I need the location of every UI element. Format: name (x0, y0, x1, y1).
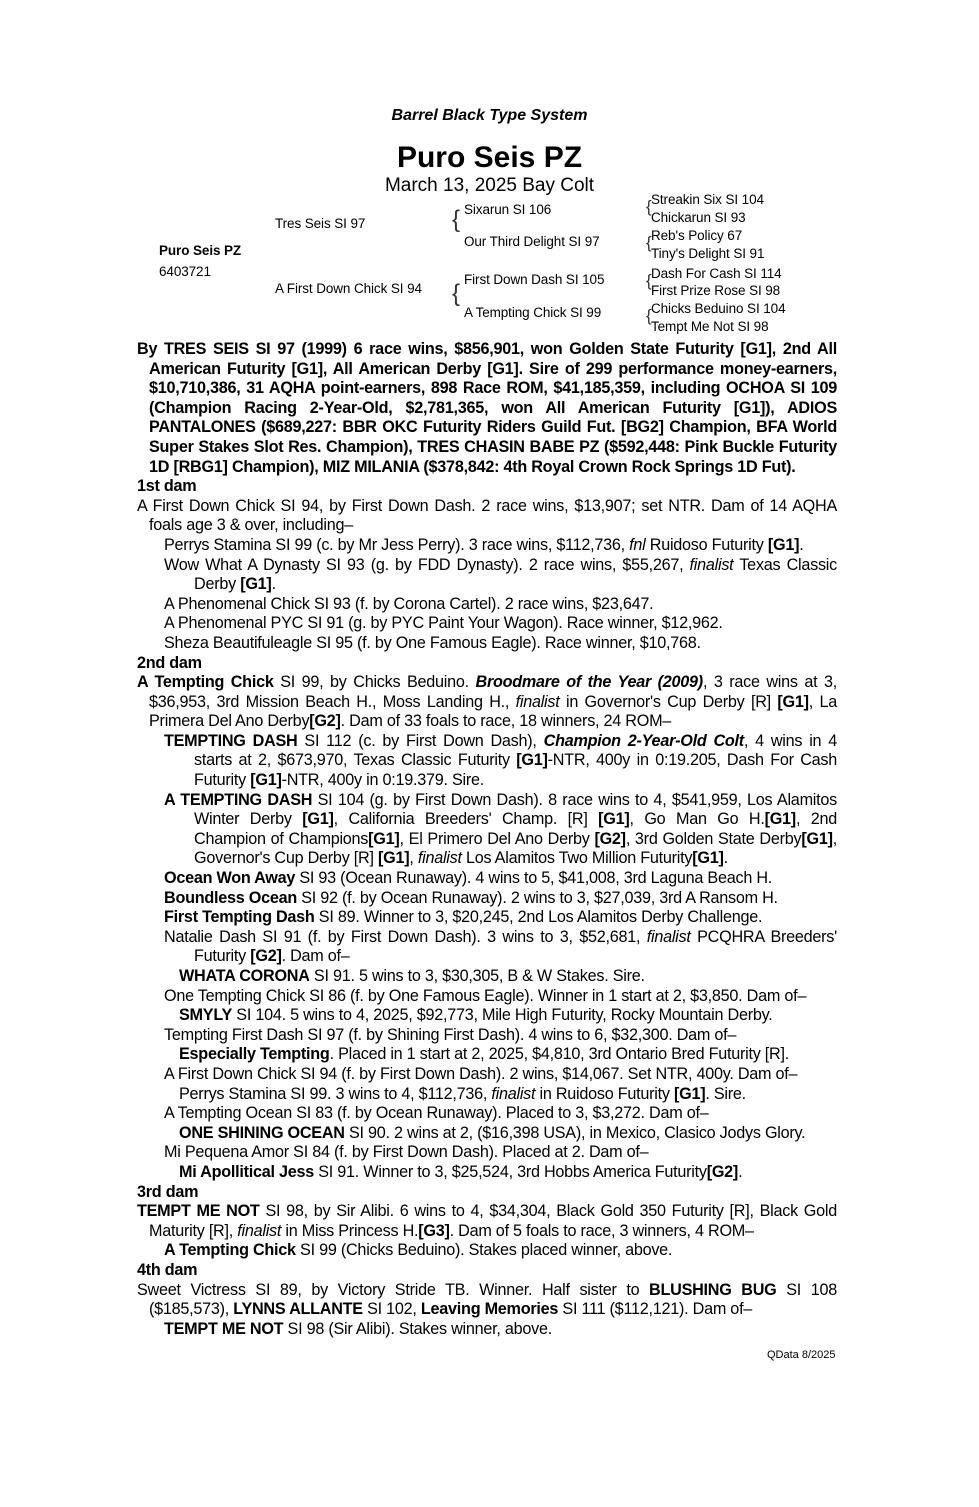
pedigree-dam-dam: A Tempting Chick SI 99 (464, 305, 602, 320)
horse-name-title: Puro Seis PZ (396, 141, 583, 174)
pedigree-gen4: Chickarun SI 93 (651, 210, 746, 225)
produce-entry: A Phenomenal PYC SI 91 (g. by PYC Paint Your Wagon). Race winner, $12,962. (164, 614, 723, 633)
second-dam-heading: 2nd dam (137, 653, 202, 672)
sire-summary: By TRES SEIS SI 97 (1999) 6 race wins, $856,901, won Golden State Futurity [G1], 2nd All American Futurity [G1], All American Derby [G1]. Sire of 299 performance money-earners, $10,710,386, 31 AQHA point-earners, 898 Race ROM, $41,185,359, including OCHOA SI 109 (Champion Racing 2-Year-Old, $2,781,365, won All American Futurity [G1]), ADIOS PANTALONES ($689,227: BBR OKC Futurity Riders Guild Fut. [BG2] Champion, BFA World Super Stakes Slot Res. Champion), TRES CHASIN BABE PZ ($592,448: Pink Buckle Futurity 1D [RBG1] Champion), MIZ MILANIA ($378,842: 4th Royal Crown Rock Springs 1D Fut). (137, 340, 837, 476)
fourth-dam-heading: 4th dam (137, 1260, 198, 1279)
dam-entry: TEMPT ME NOT SI 98, by Sir Alibi. 6 wins to 4, $34,304, Black Gold 350 Futurity [R], Black Gold Maturity [R], finalist in Miss Princess H.[G3]. Dam of 5 foals to race, 3 winners, 4 ROM– (137, 1202, 837, 1240)
dam-entry: A First Down Chick SI 94, by First Down Dash. 2 race wins, $13,907; set NTR. Dam of 14 AQHA foals age 3 & over, including– (137, 496, 837, 535)
birth-info: March 13, 2025 Bay Colt (384, 175, 595, 196)
pedigree-gen4: Reb's Policy 67 (651, 228, 743, 243)
pedigree-sire: Tres Seis SI 97 (275, 216, 366, 231)
pedigree-gen4: Chicks Beduino SI 104 (651, 301, 786, 316)
pedigree-gen4: Tempt Me Not SI 98 (651, 319, 769, 334)
pedigree-brace: { (452, 206, 461, 233)
registration-number: 6403721 (159, 264, 211, 279)
produce-entry: Sheza Beautifuleagle SI 95 (f. by One Famous Eagle). Race winner, $10,768. (164, 633, 701, 652)
pedigree-gen4: Streakin Six SI 104 (651, 192, 764, 207)
system-title: Barrel Black Type System (391, 107, 588, 124)
produce-entry: A Phenomenal Chick SI 93 (f. by Corona Cartel). 2 race wins, $23,647. (164, 594, 654, 613)
produce-entry: One Tempting Chick SI 86 (f. by One Famous Eagle). Winner in 1 start at 2, $3,850. Dam of– (164, 986, 807, 1005)
grandproduce-entry: Mi Apollitical Jess SI 91. Winner to 3, $25,524, 3rd Hobbs America Futurity[G2]. (179, 1162, 743, 1181)
pedigree-sire-sire: Sixarun SI 106 (464, 202, 552, 217)
dam-entry: A Tempting Chick SI 99, by Chicks Beduino. Broodmare of the Year (2009), 3 race wins at 3, $36,953, 3rd Mission Beach H., Moss Landing H., finalist in Governor's Cup Derby [R] [G1], La Primera Del Ano Derby[G2]. Dam of 33 foals to race, 18 winners, 24 ROM– (137, 673, 838, 731)
pedigree-brace: { (646, 271, 652, 290)
catalog-page-body (137, 340, 837, 1339)
pedigree-subject: Puro Seis PZ (159, 243, 242, 258)
produce-entry: A TEMPTING DASH SI 104 (g. by First Down Dash). 8 race wins to 4, $541,959, Los Alamitos Winter Derby [G1], California Breeders' Champ. [R] [G1], Go Man Go H.[G1], 2nd Champion of Champions[G1], El Primero Del Ano Derby [G2], 3rd Golden State Derby[G1], Governor's Cup Derby [R] [G1], finalist Los Alamitos Two Million Futurity[G1]. (164, 790, 837, 868)
produce-entry: Perrys Stamina SI 99 (c. by Mr Jess Perry). 3 race wins, $112,736, fnl Ruidoso Futurity [G1]. (164, 535, 804, 554)
produce-entry: Ocean Won Away SI 93 (Ocean Runaway). 4 wins to 5, $41,008, 3rd Laguna Beach H. (164, 869, 773, 888)
produce-entry: TEMPT ME NOT SI 98 (Sir Alibi). Stakes winner, above. (164, 1319, 552, 1338)
third-dam-heading: 3rd dam (137, 1182, 199, 1201)
footer-source: QData 8/2025 (767, 1349, 836, 1361)
first-dam-heading: 1st dam (137, 477, 197, 496)
produce-entry: A Tempting Chick SI 99 (Chicks Beduino). Stakes placed winner, above. (164, 1241, 673, 1260)
pedigree-gen4: First Prize Rose SI 98 (651, 283, 781, 298)
pedigree-gen4: Dash For Cash SI 114 (651, 266, 782, 281)
grandproduce-entry: Perrys Stamina SI 99. 3 wins to 4, $112,736, finalist in Ruidoso Futurity [G1]. Sire. (179, 1084, 746, 1103)
grandproduce-entry: SMYLY SI 104. 5 wins to 4, 2025, $92,773, Mile High Futurity, Rocky Mountain Derby. (179, 1006, 773, 1025)
produce-entry: A First Down Chick SI 94 (f. by First Down Dash). 2 wins, $14,067. Set NTR, 400y. Dam of– (164, 1064, 798, 1083)
produce-entry: Mi Pequena Amor SI 84 (f. by First Down Dash). Placed at 2. Dam of– (164, 1143, 649, 1162)
pedigree-dam-sire: First Down Dash SI 105 (464, 272, 605, 287)
pedigree-sire-dam: Our Third Delight SI 97 (464, 234, 600, 249)
produce-entry: Wow What A Dynasty SI 93 (g. by FDD Dynasty). 2 race wins, $55,267, finalist Texas Classic Derby [G1]. (164, 555, 837, 594)
produce-entry: Tempting First Dash SI 97 (f. by Shining First Dash). 4 wins to 6, $32,300. Dam of– (164, 1025, 737, 1044)
produce-entry: Boundless Ocean SI 92 (f. by Ocean Runaway). 2 wins to 3, $27,039, 3rd A Ransom H. (164, 888, 778, 907)
grandproduce-entry: Especially Tempting. Placed in 1 start at 2, 2025, $4,810, 3rd Ontario Bred Futurity [R]. (179, 1045, 789, 1064)
pedigree-gen4: Tiny's Delight SI 91 (651, 246, 765, 261)
grandproduce-entry: ONE SHINING OCEAN SI 90. 2 wins at 2, ($16,398 USA), in Mexico, Clasico Jodys Glory. (179, 1123, 806, 1142)
produce-entry: Natalie Dash SI 91 (f. by First Down Dash). 3 wins to 3, $52,681, finalist PCQHRA Breeders' Futurity [G2]. Dam of– (164, 927, 837, 966)
pedigree-brace: { (452, 280, 461, 307)
produce-entry: A Tempting Ocean SI 83 (f. by Ocean Runaway). Placed to 3, $3,272. Dam of– (164, 1104, 709, 1123)
pedigree-brace: { (646, 306, 652, 325)
grandproduce-entry: WHATA CORONA SI 91. 5 wins to 3, $30,305, B & W Stakes. Sire. (179, 967, 645, 985)
dam-entry: Sweet Victress SI 89, by Victory Stride TB. Winner. Half sister to BLUSHING BUG SI 108 ($185,573), LYNNS ALLANTE SI 102, Leaving Memories SI 111 ($112,121). Dam of– (137, 1280, 837, 1319)
produce-entry: TEMPTING DASH SI 112 (c. by First Down Dash), Champion 2-Year-Old Colt, 4 wins in 4 starts at 2, $673,970, Texas Classic Futurity [G1]-NTR, 400y in 0:19.205, Dash For Cash Futurity [G1]-NTR, 400y in 0:19.379. Sire. (164, 731, 838, 790)
produce-entry: First Tempting Dash SI 89. Winner to 3, $20,245, 2nd Los Alamitos Derby Challenge. (164, 908, 763, 927)
pedigree-dam: A First Down Chick SI 94 (275, 281, 422, 296)
pedigree-brace: { (646, 233, 652, 252)
pedigree-brace: { (646, 197, 652, 216)
